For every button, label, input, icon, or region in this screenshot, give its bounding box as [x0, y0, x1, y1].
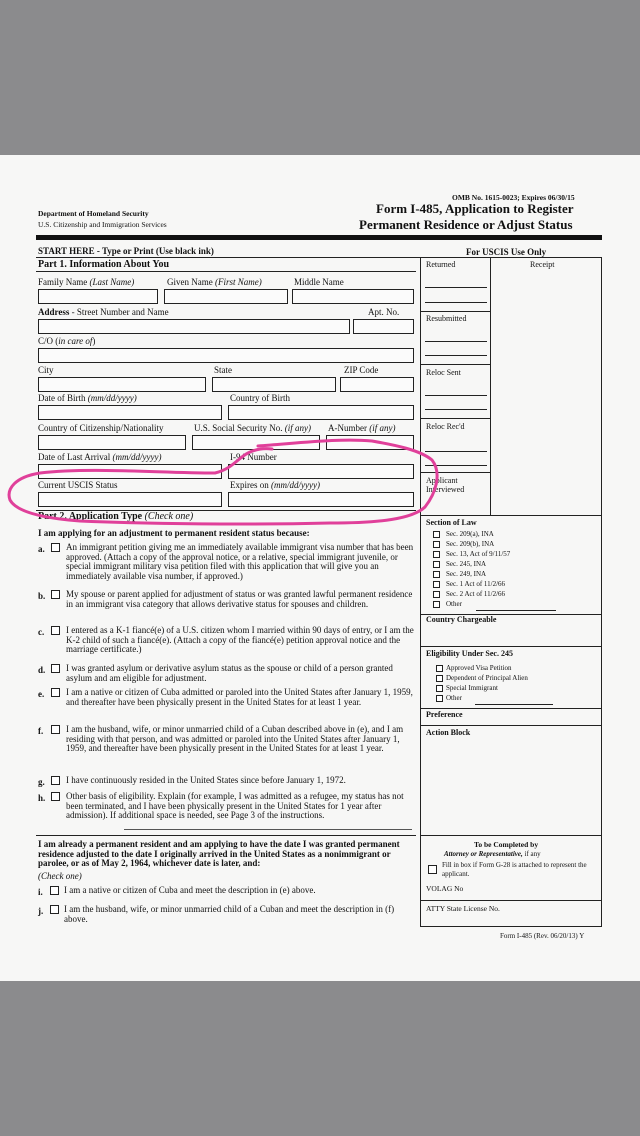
sb-country-chargeable: Country Chargeable [426, 615, 497, 624]
law-item-label: Sec. 1 Act of 11/2/66 [446, 580, 506, 588]
label-expires: Expires on (mm/dd/yyyy) [230, 480, 320, 490]
label-i94: I-94 Number [230, 452, 277, 462]
option-text: My spouse or parent applied for adjustment of status or was granted lawful permanent residence in an immigrant visa category that allows derivative status for spouses and children. [66, 589, 413, 609]
start-here: START HERE - Type or Print (Use black ink) [38, 246, 214, 256]
form-footer: Form I-485 (Rev. 06/20/13) Y [500, 932, 585, 940]
label-family-name: Family Name (Last Name) [38, 277, 135, 287]
label-last-arrival: Date of Last Arrival (mm/dd/yyyy) [38, 452, 162, 462]
eligibility-item-label: Other [446, 694, 462, 702]
option-letter: e. [38, 689, 45, 699]
law-item-label: Other [446, 600, 462, 608]
label-ssn: U.S. Social Security No. (if any) [194, 423, 311, 433]
option-letter: h. [38, 793, 46, 803]
option-text: I am a native or citizen of Cuba and meet the description in (e) above. [64, 885, 316, 895]
option-letter: i. [38, 887, 43, 897]
sb-eligibility: Eligibility Under Sec. 245 [426, 649, 513, 658]
part2-intro: I am applying for an adjustment to permanent resident status because: [38, 528, 310, 538]
label-state: State [214, 365, 232, 375]
option-text: An immigrant petition giving me an immediately available immigrant visa number that has been approved. (Attach a copy of the approval notice, or a relative, special immigrant juvenile, or special immigrant military visa petition filed with this application that will give you an immediately available visa number, if approved.) [66, 542, 414, 581]
option-letter: c. [38, 627, 45, 637]
part1-title: Part 1. Information About You [38, 259, 170, 270]
pink-annotation-scribble [0, 155, 640, 981]
law-item-label: Sec. 209(a), INA [446, 530, 494, 538]
sb-receipt: Receipt [530, 260, 555, 269]
option-text: I have continuously resided in the United States since before January 1, 1972. [66, 775, 346, 785]
option-text: Other basis of eligibility. Explain (for example, I was admitted as a refugee, my status has not been terminated, and I have been physically present in the United States for 1 year after admission). If additional space is needed, see Page 3 of the instructions. [66, 791, 404, 821]
sb-applicant-interviewed: Applicant Interviewed [426, 476, 465, 494]
option-text: I am a native or citizen of Cuba admitted or paroled into the United States after January 1, 1959, and thereafter have been physically present in the United States for at least 1 year. [66, 687, 413, 707]
option-letter: b. [38, 591, 46, 601]
already-pr-text: I am already a permanent resident and am applying to have the date I was granted permanent residence adjusted to the date I originally arrived in the United States as a nonimmigrant or parolee, or as of May 2, 1964, whichever date is later, and: [38, 839, 400, 869]
sb-preference: Preference [426, 710, 463, 719]
label-zip: ZIP Code [344, 365, 379, 375]
sb-resubmitted: Resubmitted [426, 314, 467, 323]
sb-section-of-law: Section of Law [426, 518, 477, 527]
form-title-line1: Form I-485, Application to Register [376, 201, 574, 216]
eligibility-item-label: Approved Visa Petition [446, 664, 512, 672]
uscis-use-only: For USCIS Use Only [466, 247, 547, 257]
sb-attorney: Attorney or Representative, if any [444, 850, 541, 858]
label-dob: Date of Birth (mm/dd/yyyy) [38, 393, 137, 403]
label-country-birth: Country of Birth [230, 393, 290, 403]
sb-reloc-sent: Reloc Sent [426, 368, 461, 377]
sb-completed-by: To be Completed by [474, 840, 539, 849]
label-care-of: C/O (in care of) [38, 336, 96, 346]
option-letter: f. [38, 726, 44, 736]
eligibility-item-label: Special Immigrant [446, 684, 498, 692]
label-apt: Apt. No. [368, 307, 400, 317]
label-city: City [38, 365, 54, 375]
already-pr-note: (Check one) [38, 871, 82, 881]
agency-name: U.S. Citizenship and Immigration Services [38, 220, 167, 229]
omb-number: OMB No. 1615-0023; Expires 06/30/15 [452, 193, 575, 202]
law-item-label: Sec. 13, Act of 9/11/57 [446, 550, 511, 558]
law-item-label: Sec. 249, INA [446, 570, 487, 578]
department-name: Department of Homeland Security [38, 209, 149, 218]
option-letter: g. [38, 777, 45, 787]
part2-title: Part 2. Application Type (Check one) [38, 511, 194, 522]
form-title-line2: Permanent Residence or Adjust Status [359, 217, 573, 232]
label-middle-name: Middle Name [294, 277, 344, 287]
sb-action-block: Action Block [426, 728, 471, 737]
sb-atty-license: ATTY State License No. [426, 904, 500, 913]
option-letter: d. [38, 665, 46, 675]
sb-returned: Returned [426, 260, 456, 269]
eligibility-item-label: Dependent of Principal Alien [446, 674, 528, 682]
label-a-number: A-Number (if any) [328, 423, 396, 433]
option-text: I was granted asylum or derivative asylum status as the spouse or child of a person granted asylum and am eligible for adjustment. [66, 663, 393, 683]
option-text: I entered as a K-1 fiancé(e) of a U.S. citizen whom I married within 90 days of entry, or I am the K-2 child of such a fiancé(e). (Attach a copy of the fiancé(e) petition approval notice and the marriage certificate.) [66, 625, 414, 655]
form-page [0, 155, 640, 981]
option-text: I am the husband, wife, or minor unmarried child of a Cuban and meet the description in (f) above. [64, 904, 395, 924]
option-letter: a. [38, 544, 45, 554]
label-uscis-status: Current USCIS Status [38, 480, 118, 490]
sb-g28: Fill in box if Form G-28 is attached to represent the applicant. [442, 861, 587, 878]
sb-reloc-recd: Reloc Rec'd [426, 422, 465, 431]
option-text: I am the husband, wife, or minor unmarried child of a Cuban described above in (e), and I am residing with that person, and was admitted or paroled into the United States after January 1, 1959, and thereafter have been physically present in the United States for at least 1 year. [66, 724, 404, 754]
law-item-label: Sec. 245, INA [446, 560, 487, 568]
label-citizenship: Country of Citizenship/Nationality [38, 423, 164, 433]
law-item-label: Sec. 2 Act of 11/2/66 [446, 590, 506, 598]
label-address: Address - Street Number and Name [38, 307, 169, 317]
label-given-name: Given Name (First Name) [167, 277, 262, 287]
sb-volag: VOLAG No [426, 884, 464, 893]
law-item-label: Sec. 209(b), INA [446, 540, 495, 548]
option-letter: j. [38, 906, 44, 916]
